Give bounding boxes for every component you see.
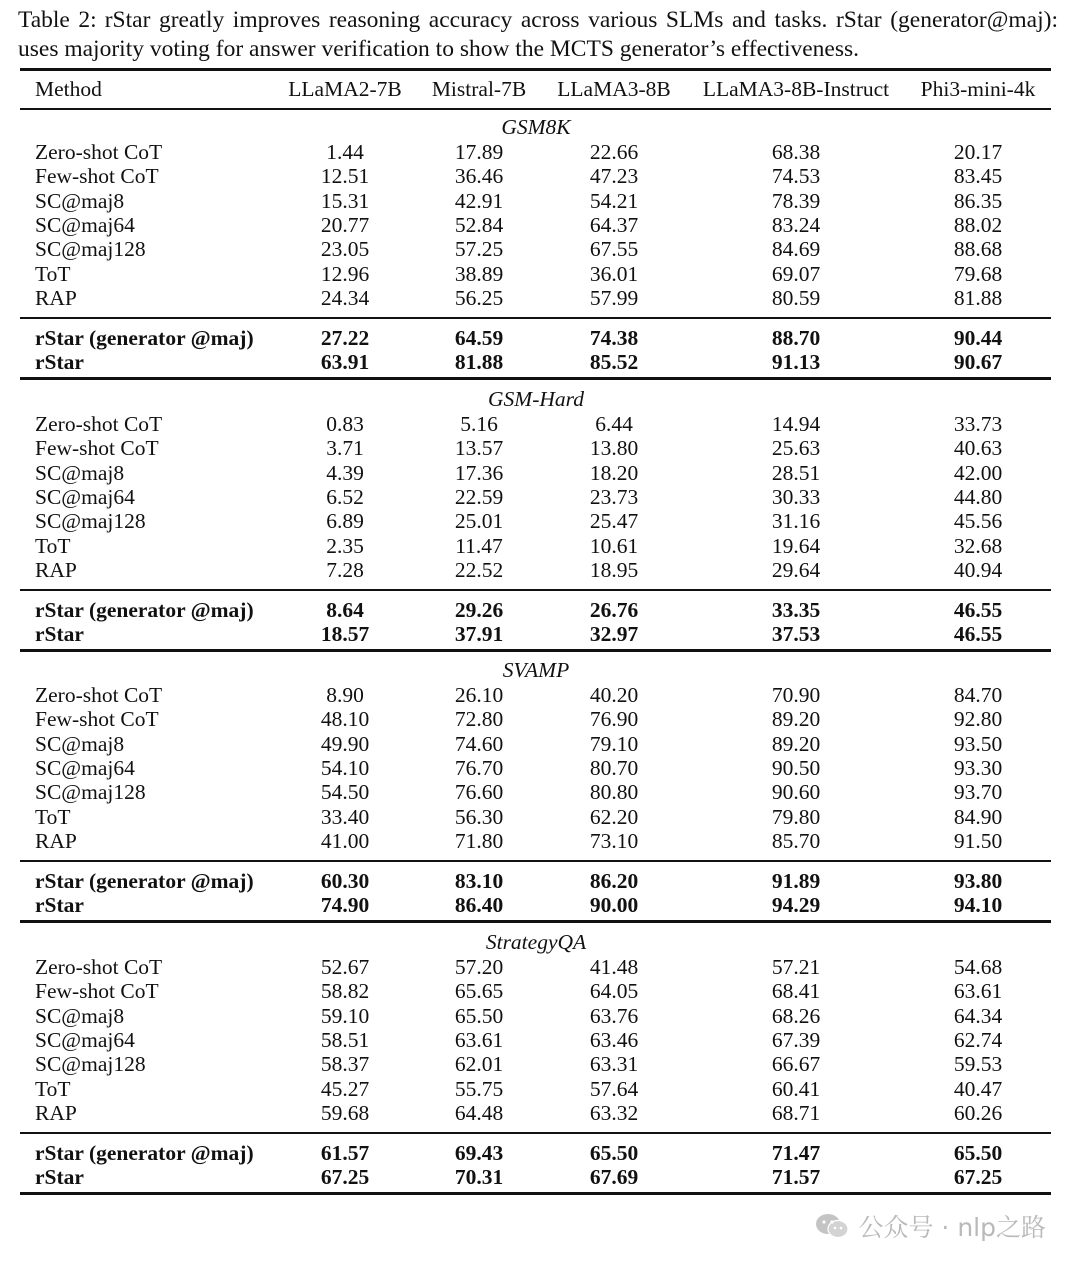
caption-label: Table 2: <box>18 7 97 33</box>
value-cell: 40.20 <box>589 683 639 707</box>
highlight-row <box>0 326 1080 350</box>
value-cell: 37.91 <box>454 622 504 647</box>
value-cell: 63.91 <box>320 350 370 375</box>
value-cell: 29.26 <box>454 598 504 622</box>
value-cell: 28.51 <box>771 460 821 485</box>
value-cell: 86.35 <box>953 188 1003 213</box>
table-row <box>0 189 1080 213</box>
method-cell: Zero-shot CoT <box>35 683 163 707</box>
value-cell: 62.74 <box>953 1027 1003 1052</box>
value-cell: 14.94 <box>771 412 821 436</box>
value-cell: 90.67 <box>953 350 1003 375</box>
value-cell: 57.20 <box>454 955 504 979</box>
value-cell: 22.66 <box>589 140 639 164</box>
method-cell: SC@maj8 <box>35 731 125 756</box>
value-cell: 58.51 <box>320 1027 370 1052</box>
value-cell: 71.57 <box>771 1165 821 1190</box>
value-cell: 40.94 <box>953 557 1003 582</box>
value-cell: 63.76 <box>589 1003 639 1028</box>
header-rule <box>20 108 1051 110</box>
value-cell: 59.10 <box>320 1003 370 1028</box>
value-cell: 80.59 <box>771 285 821 310</box>
value-cell: 89.20 <box>771 707 821 732</box>
value-cell: 23.73 <box>589 484 639 509</box>
value-cell: 25.01 <box>454 509 504 534</box>
value-cell: 32.97 <box>589 622 639 647</box>
value-cell: 70.90 <box>771 683 821 707</box>
value-cell: 65.65 <box>454 979 504 1004</box>
value-cell: 93.70 <box>953 780 1003 805</box>
value-cell: 69.07 <box>771 261 821 286</box>
value-cell: 89.20 <box>771 731 821 756</box>
method-cell: ToT <box>35 1076 71 1101</box>
value-cell: 84.70 <box>953 683 1003 707</box>
header-cell: Mistral-7B <box>431 77 527 101</box>
value-cell: 31.16 <box>771 509 821 534</box>
section-bottom-rule <box>20 1192 1051 1195</box>
value-cell: 74.38 <box>589 326 639 350</box>
section-mid-rule <box>20 589 1051 591</box>
value-cell: 66.67 <box>771 1052 821 1077</box>
method-cell: Zero-shot CoT <box>35 955 163 979</box>
watermark-text: 公众号 · nlp之路 <box>858 1213 1046 1242</box>
value-cell: 62.20 <box>589 804 639 829</box>
highlight-row <box>0 869 1080 893</box>
value-cell: 63.46 <box>589 1027 639 1052</box>
value-cell: 67.69 <box>589 1165 639 1190</box>
value-cell: 54.21 <box>589 188 639 213</box>
table-row <box>0 955 1080 979</box>
value-cell: 79.68 <box>953 261 1003 286</box>
value-cell: 83.45 <box>953 164 1003 189</box>
value-cell: 68.41 <box>771 979 821 1004</box>
value-cell: 59.68 <box>320 1100 370 1125</box>
value-cell: 70.31 <box>454 1165 504 1190</box>
value-cell: 80.80 <box>589 780 639 805</box>
value-cell: 78.39 <box>771 188 821 213</box>
value-cell: 8.90 <box>326 683 364 707</box>
table-top-rule <box>20 68 1051 71</box>
value-cell: 76.70 <box>454 755 504 780</box>
value-cell: 18.20 <box>589 460 639 485</box>
value-cell: 90.00 <box>589 893 639 918</box>
value-cell: 30.33 <box>771 484 821 509</box>
method-cell: SC@maj64 <box>35 1027 135 1052</box>
method-cell: Zero-shot CoT <box>35 412 163 436</box>
table-row <box>0 1028 1080 1052</box>
value-cell: 36.01 <box>589 261 639 286</box>
table-row <box>0 780 1080 804</box>
value-cell: 4.39 <box>326 460 364 485</box>
value-cell: 49.90 <box>320 731 370 756</box>
value-cell: 19.64 <box>771 533 821 558</box>
value-cell: 41.00 <box>320 828 370 853</box>
value-cell: 68.38 <box>771 140 821 164</box>
value-cell: 88.68 <box>953 237 1003 262</box>
section-mid-rule <box>20 317 1051 319</box>
value-cell: 86.40 <box>454 893 504 918</box>
value-cell: 46.55 <box>953 622 1003 647</box>
method-cell: Few-shot CoT <box>35 164 159 189</box>
value-cell: 57.25 <box>454 237 504 262</box>
value-cell: 47.23 <box>589 164 639 189</box>
value-cell: 93.50 <box>953 731 1003 756</box>
value-cell: 54.68 <box>953 955 1003 979</box>
method-cell: ToT <box>35 261 71 286</box>
value-cell: 60.26 <box>953 1100 1003 1125</box>
value-cell: 54.50 <box>320 780 370 805</box>
table-row <box>0 707 1080 731</box>
table-row <box>0 1004 1080 1028</box>
value-cell: 55.75 <box>454 1076 504 1101</box>
value-cell: 10.61 <box>589 533 639 558</box>
value-cell: 6.44 <box>595 412 633 436</box>
value-cell: 17.89 <box>454 140 504 164</box>
caption-text: rStar greatly improves reasoning accuracy across various SLMs and tasks. rStar (generator@maj): uses majority voting for answer verification to show the MCTS generator’s effectiveness. <box>18 7 1058 62</box>
value-cell: 61.57 <box>320 1141 370 1165</box>
method-cell: Few-shot CoT <box>35 979 159 1004</box>
value-cell: 58.82 <box>320 979 370 1004</box>
value-cell: 84.90 <box>953 804 1003 829</box>
value-cell: 64.37 <box>589 212 639 237</box>
value-cell: 24.34 <box>320 285 370 310</box>
value-cell: 85.52 <box>589 350 639 375</box>
value-cell: 81.88 <box>953 285 1003 310</box>
value-cell: 52.67 <box>320 955 370 979</box>
value-cell: 63.61 <box>953 979 1003 1004</box>
value-cell: 92.80 <box>953 707 1003 732</box>
header-cell: Phi3-mini-4k <box>920 77 1036 101</box>
value-cell: 93.30 <box>953 755 1003 780</box>
value-cell: 8.64 <box>326 598 364 622</box>
highlight-row <box>0 893 1080 917</box>
value-cell: 68.71 <box>771 1100 821 1125</box>
table-row <box>0 412 1080 436</box>
value-cell: 36.46 <box>454 164 504 189</box>
value-cell: 65.50 <box>953 1141 1003 1165</box>
value-cell: 74.90 <box>320 893 370 918</box>
table-row <box>0 805 1080 829</box>
method-cell: ToT <box>35 533 71 558</box>
highlight-row <box>0 350 1080 374</box>
table-row <box>0 683 1080 707</box>
method-cell: SC@maj8 <box>35 1003 125 1028</box>
value-cell: 60.30 <box>320 869 370 893</box>
value-cell: 71.80 <box>454 828 504 853</box>
value-cell: 67.39 <box>771 1027 821 1052</box>
table-row <box>0 534 1080 558</box>
value-cell: 62.01 <box>454 1052 504 1077</box>
header-cell: Method <box>35 77 102 101</box>
value-cell: 40.63 <box>953 436 1003 461</box>
method-cell: SC@maj64 <box>35 755 135 780</box>
value-cell: 25.47 <box>589 509 639 534</box>
method-cell: rStar <box>35 893 84 918</box>
value-cell: 11.47 <box>455 533 503 558</box>
method-cell: rStar <box>35 622 84 647</box>
value-cell: 7.28 <box>326 557 364 582</box>
value-cell: 3.71 <box>326 436 364 461</box>
table-row <box>0 829 1080 853</box>
value-cell: 29.64 <box>771 557 821 582</box>
table-header-row <box>0 77 1080 101</box>
table-row <box>0 237 1080 261</box>
highlight-row <box>0 622 1080 646</box>
value-cell: 88.70 <box>771 326 821 350</box>
value-cell: 48.10 <box>320 707 370 732</box>
value-cell: 68.26 <box>771 1003 821 1028</box>
highlight-row <box>0 1165 1080 1189</box>
value-cell: 91.89 <box>771 869 821 893</box>
value-cell: 93.80 <box>953 869 1003 893</box>
value-cell: 42.91 <box>454 188 504 213</box>
value-cell: 91.13 <box>771 350 821 375</box>
value-cell: 45.27 <box>320 1076 370 1101</box>
value-cell: 88.02 <box>953 212 1003 237</box>
method-cell: RAP <box>35 1100 77 1125</box>
value-cell: 86.20 <box>589 869 639 893</box>
table-row <box>0 436 1080 460</box>
value-cell: 56.25 <box>454 285 504 310</box>
value-cell: 94.29 <box>771 893 821 918</box>
value-cell: 22.52 <box>454 557 504 582</box>
method-cell: SC@maj64 <box>35 212 135 237</box>
value-cell: 33.35 <box>771 598 821 622</box>
value-cell: 65.50 <box>589 1141 639 1165</box>
value-cell: 17.36 <box>454 460 504 485</box>
value-cell: 26.76 <box>589 598 639 622</box>
value-cell: 18.95 <box>589 557 639 582</box>
value-cell: 80.70 <box>589 755 639 780</box>
value-cell: 42.00 <box>953 460 1003 485</box>
method-cell: RAP <box>35 557 77 582</box>
value-cell: 12.51 <box>320 164 370 189</box>
value-cell: 12.96 <box>320 261 370 286</box>
header-cell: LLaMA3-8B-Instruct <box>702 77 890 101</box>
value-cell: 57.21 <box>771 955 821 979</box>
value-cell: 13.80 <box>589 436 639 461</box>
value-cell: 57.64 <box>589 1076 639 1101</box>
header-cell: LLaMA2-7B <box>288 77 402 101</box>
section-mid-rule <box>20 860 1051 862</box>
table-row <box>0 979 1080 1003</box>
value-cell: 0.83 <box>326 412 364 436</box>
value-cell: 46.55 <box>953 598 1003 622</box>
value-cell: 76.90 <box>589 707 639 732</box>
highlight-row <box>0 1141 1080 1165</box>
table-row <box>0 213 1080 237</box>
method-cell: Few-shot CoT <box>35 707 159 732</box>
table-caption <box>18 6 1058 64</box>
table-row <box>0 1052 1080 1076</box>
value-cell: 44.80 <box>953 484 1003 509</box>
method-cell: rStar (generator @maj) <box>35 326 254 350</box>
value-cell: 64.34 <box>953 1003 1003 1028</box>
value-cell: 56.30 <box>454 804 504 829</box>
method-cell: RAP <box>35 828 77 853</box>
method-cell: SC@maj128 <box>35 1052 146 1077</box>
table-row <box>0 286 1080 310</box>
value-cell: 79.80 <box>771 804 821 829</box>
table-row <box>0 732 1080 756</box>
value-cell: 45.56 <box>953 509 1003 534</box>
table-row <box>0 485 1080 509</box>
value-cell: 20.77 <box>320 212 370 237</box>
value-cell: 54.10 <box>320 755 370 780</box>
method-cell: Few-shot CoT <box>35 436 159 461</box>
value-cell: 57.99 <box>589 285 639 310</box>
value-cell: 83.24 <box>771 212 821 237</box>
value-cell: 94.10 <box>953 893 1003 918</box>
value-cell: 67.25 <box>953 1165 1003 1190</box>
value-cell: 81.88 <box>454 350 504 375</box>
value-cell: 64.05 <box>589 979 639 1004</box>
header-cell: LLaMA3-8B <box>557 77 671 101</box>
section-title: SVAMP <box>502 658 570 682</box>
value-cell: 13.57 <box>454 436 504 461</box>
value-cell: 52.84 <box>454 212 504 237</box>
table-row <box>0 756 1080 780</box>
table-row <box>0 1101 1080 1125</box>
watermark <box>814 1210 1046 1242</box>
section-bottom-rule <box>20 377 1051 380</box>
value-cell: 41.48 <box>589 955 639 979</box>
value-cell: 67.25 <box>320 1165 370 1190</box>
value-cell: 83.10 <box>454 869 504 893</box>
value-cell: 6.89 <box>326 509 364 534</box>
value-cell: 90.44 <box>953 326 1003 350</box>
method-cell: rStar (generator @maj) <box>35 869 254 893</box>
section-bottom-rule <box>20 920 1051 923</box>
method-cell: rStar (generator @maj) <box>35 1141 254 1165</box>
value-cell: 64.59 <box>454 326 504 350</box>
value-cell: 27.22 <box>320 326 370 350</box>
value-cell: 5.16 <box>460 412 498 436</box>
value-cell: 6.52 <box>326 484 364 509</box>
value-cell: 22.59 <box>454 484 504 509</box>
table-row <box>0 262 1080 286</box>
table-row <box>0 558 1080 582</box>
value-cell: 90.60 <box>771 780 821 805</box>
table-row <box>0 509 1080 533</box>
value-cell: 37.53 <box>771 622 821 647</box>
value-cell: 33.40 <box>320 804 370 829</box>
method-cell: rStar (generator @maj) <box>35 598 254 622</box>
value-cell: 1.44 <box>326 140 364 164</box>
value-cell: 74.60 <box>454 731 504 756</box>
value-cell: 33.73 <box>953 412 1003 436</box>
value-cell: 25.63 <box>771 436 821 461</box>
table-row <box>0 164 1080 188</box>
value-cell: 59.53 <box>953 1052 1003 1077</box>
section-title: GSM8K <box>501 115 571 139</box>
value-cell: 2.35 <box>326 533 364 558</box>
section-mid-rule <box>20 1132 1051 1134</box>
wechat-icon <box>814 1212 850 1240</box>
highlight-row <box>0 598 1080 622</box>
value-cell: 32.68 <box>953 533 1003 558</box>
value-cell: 63.32 <box>589 1100 639 1125</box>
value-cell: 60.41 <box>771 1076 821 1101</box>
value-cell: 90.50 <box>771 755 821 780</box>
table-row <box>0 461 1080 485</box>
value-cell: 79.10 <box>589 731 639 756</box>
value-cell: 73.10 <box>589 828 639 853</box>
value-cell: 38.89 <box>454 261 504 286</box>
value-cell: 26.10 <box>454 683 504 707</box>
value-cell: 65.50 <box>454 1003 504 1028</box>
value-cell: 20.17 <box>953 140 1003 164</box>
value-cell: 85.70 <box>771 828 821 853</box>
value-cell: 76.60 <box>454 780 504 805</box>
value-cell: 91.50 <box>953 828 1003 853</box>
value-cell: 72.80 <box>454 707 504 732</box>
value-cell: 18.57 <box>320 622 370 647</box>
table-row <box>0 1077 1080 1101</box>
value-cell: 58.37 <box>320 1052 370 1077</box>
method-cell: SC@maj64 <box>35 484 135 509</box>
method-cell: ToT <box>35 804 71 829</box>
value-cell: 63.31 <box>589 1052 639 1077</box>
section-bottom-rule <box>20 649 1051 652</box>
method-cell: Zero-shot CoT <box>35 140 163 164</box>
value-cell: 71.47 <box>771 1141 821 1165</box>
value-cell: 23.05 <box>320 237 370 262</box>
method-cell: rStar <box>35 1165 84 1190</box>
value-cell: 63.61 <box>454 1027 504 1052</box>
method-cell: SC@maj8 <box>35 460 125 485</box>
table-row <box>0 140 1080 164</box>
value-cell: 84.69 <box>771 237 821 262</box>
method-cell: RAP <box>35 285 77 310</box>
method-cell: rStar <box>35 350 84 375</box>
value-cell: 64.48 <box>454 1100 504 1125</box>
section-title: StrategyQA <box>485 930 587 954</box>
section-title: GSM-Hard <box>488 387 584 411</box>
value-cell: 74.53 <box>771 164 821 189</box>
value-cell: 69.43 <box>454 1141 504 1165</box>
method-cell: SC@maj128 <box>35 237 146 262</box>
method-cell: SC@maj128 <box>35 780 146 805</box>
value-cell: 67.55 <box>589 237 639 262</box>
method-cell: SC@maj8 <box>35 188 125 213</box>
value-cell: 40.47 <box>953 1076 1003 1101</box>
value-cell: 15.31 <box>320 188 370 213</box>
method-cell: SC@maj128 <box>35 509 146 534</box>
